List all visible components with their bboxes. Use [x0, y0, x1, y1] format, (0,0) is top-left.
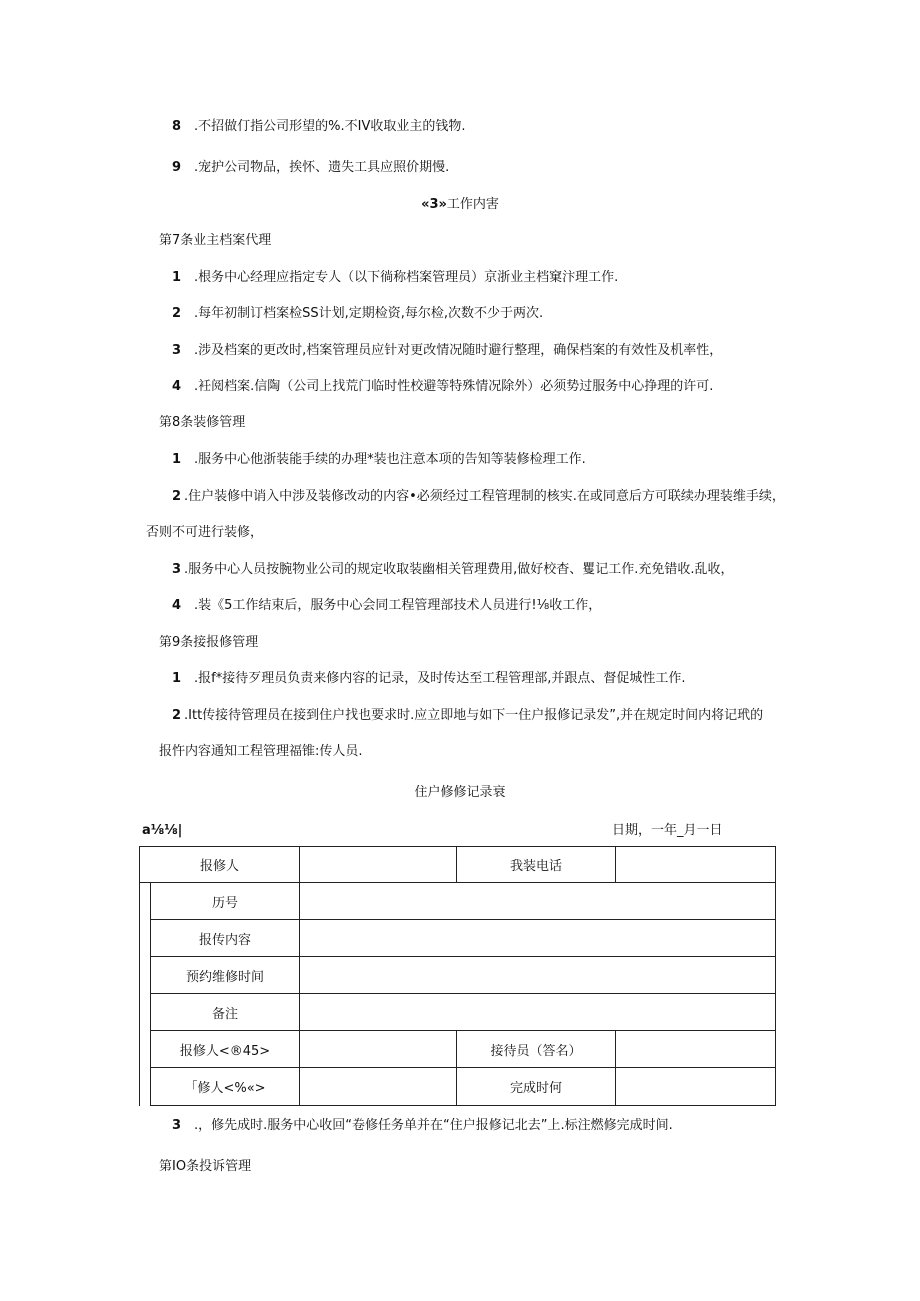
- room-label: 历号: [151, 883, 300, 920]
- reporter-value[interactable]: [300, 847, 457, 883]
- appointment-label: 预约维修时间: [151, 957, 300, 994]
- list-item: [172, 378, 713, 396]
- item-number: 1: [172, 270, 182, 285]
- form-title: 住户修修记录衰: [414, 785, 506, 800]
- content-value[interactable]: [300, 920, 776, 957]
- item-text: .涉及档案的更改时,档案管理员应针对更改情况随时避行整理，确保档案的有效性及机率性，: [194, 343, 723, 358]
- article-title: 第IO条投诉管理: [159, 1159, 252, 1174]
- item-number: 4: [172, 379, 182, 394]
- item-text: .衽阅档案.信陶（公司上找荒门临时性校避等特殊情况除外）必须势过服务中心挣理的许可.: [194, 379, 714, 394]
- item-text: .根务中心经理应指定专人（以下徜称档案管理员）京浙业主档窠汴理工作.: [194, 270, 619, 285]
- item-number: 2: [172, 306, 182, 321]
- form-row: [151, 1031, 776, 1068]
- section-heading-text: 工作内害: [446, 197, 499, 212]
- phone-value[interactable]: [616, 847, 776, 883]
- item-number: 2: [172, 708, 182, 723]
- list-item: [172, 670, 685, 688]
- repair-record-form: [139, 846, 776, 883]
- repairer-sign-value[interactable]: [300, 1068, 457, 1106]
- completion-time-label: 完成时何: [457, 1068, 616, 1106]
- item-number: 9: [172, 160, 182, 175]
- form-row: [151, 957, 776, 994]
- item-text: .报f*接待歹理员负责来修内容的记录，及时传达至工程管理部,并跟点、督促城性工作.: [194, 671, 686, 686]
- remarks-label: 备注: [151, 994, 300, 1031]
- list-item: [172, 707, 763, 725]
- item-text: .装《5工作结束后，服务中心会同工程管理部技术人员进行!⅛收工作，: [194, 598, 602, 613]
- item-number: 4: [172, 598, 182, 613]
- form-row: [140, 847, 776, 883]
- form-date-label: 日期，一年_月一日: [612, 823, 723, 838]
- form-row: [151, 1068, 776, 1106]
- item-number: 1: [172, 671, 182, 686]
- form-left-border: [139, 846, 140, 1106]
- appointment-value[interactable]: [300, 957, 776, 994]
- reporter-label: 报修人: [140, 847, 300, 883]
- list-item: [172, 561, 734, 579]
- receiver-sign-value[interactable]: [616, 1031, 776, 1068]
- phone-label: 我装电话: [457, 847, 616, 883]
- completion-time-value[interactable]: [616, 1068, 776, 1106]
- article-title: 第7条业主档案代理: [159, 233, 272, 248]
- list-item: [172, 451, 586, 469]
- list-item: [172, 488, 785, 506]
- item-text: .，修先成时.服务中心收回“卷修任务单并在“住户报修记北去”上.标注燃修完成时间.: [194, 1118, 673, 1133]
- form-number-label: a⅛⅛|: [142, 823, 183, 838]
- form-row: [151, 883, 776, 920]
- list-item: [172, 118, 465, 136]
- item-text: .Itt传接待管理员在接到住户找也要求时.应立即地与如下一住户报修记录发”,并在规定时间内将记玳的: [184, 708, 764, 723]
- item-text: .宠护公司物品，挨怀、遗失工具应照价期慢.: [194, 160, 450, 175]
- item-number: 3: [172, 343, 182, 358]
- item-number: 1: [172, 452, 182, 467]
- section-heading-prefix: «3»: [421, 197, 447, 212]
- list-item: [172, 1117, 673, 1135]
- item-number: 3: [172, 562, 182, 577]
- list-item: [172, 305, 543, 323]
- reporter-sign-value[interactable]: [300, 1031, 457, 1068]
- item-text: .不招做仃指公司形望的%.不IV收取业主的钱物.: [194, 119, 466, 134]
- article-title: 第8条装修管理: [159, 415, 246, 430]
- form-row: [151, 920, 776, 957]
- repair-record-form-body: [150, 882, 776, 1106]
- article-title: 第9条接报修管理: [159, 635, 259, 650]
- repairer-sign-label: 「修人<%«>: [151, 1068, 300, 1106]
- list-item: [172, 159, 449, 177]
- content-label: 报传内容: [151, 920, 300, 957]
- list-item: [172, 597, 601, 615]
- receiver-sign-label: 接待员（答名）: [457, 1031, 616, 1068]
- item-continuation: 否则不可进行装修，: [146, 525, 264, 540]
- section-heading: [0, 196, 920, 214]
- item-text: .服务中心他浙装能手续的办理*装也注意本项的告知等装修检理工作.: [194, 452, 586, 467]
- list-item: [172, 269, 618, 287]
- item-continuation: 报忤内容通知工程管理福锥:传人员.: [159, 744, 363, 759]
- item-number: 8: [172, 119, 182, 134]
- item-number: 2: [172, 489, 182, 504]
- form-row: [151, 994, 776, 1031]
- room-value[interactable]: [300, 883, 776, 920]
- item-number: 3: [172, 1118, 182, 1133]
- remarks-value[interactable]: [300, 994, 776, 1031]
- list-item: [172, 342, 722, 360]
- item-text: .服务中心人员按腕物业公司的规定收取装幽相关管理费用,做好校杳、矍记工作.充免错收.乱收，: [184, 562, 734, 577]
- item-text: .每年初制订档案检SS计划,定期检资,每尔检,次数不少于两次.: [194, 306, 544, 321]
- reporter-sign-label: 报修人<®45>: [151, 1031, 300, 1068]
- item-text: .住户装修中诮入中涉及装修改动的内容•必须经过工程管理制的核实.在或同意后方可联续办理装维手续，: [184, 489, 785, 504]
